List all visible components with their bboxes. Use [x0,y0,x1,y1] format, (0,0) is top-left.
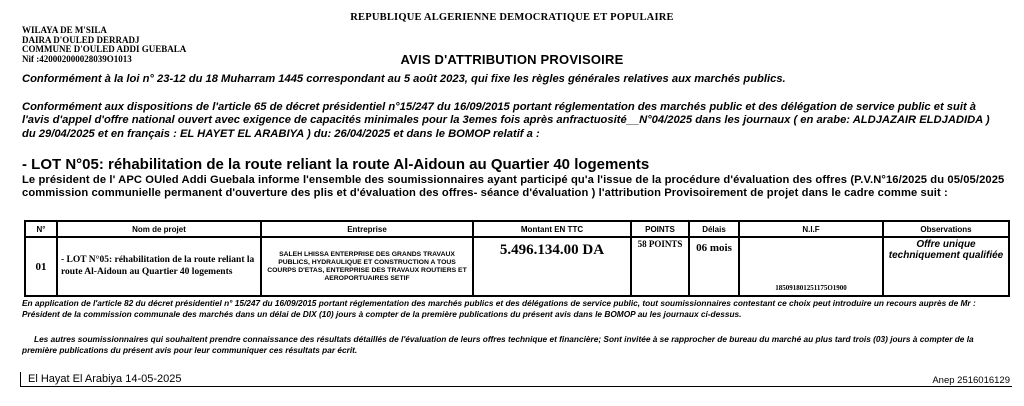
cell-delais: 06 mois [689,237,739,296]
republique-heading: REPUBLIQUE ALGERIENNE DEMOCRATIQUE ET POPULAIRE [350,12,674,23]
cell-points: 58 POINTS [631,237,689,296]
paragraph-recours: En application de l'article 82 du décret présidentiel n° 15/247 du 16/09/2015 portant réglementation des marchés publics et des délégations de service public, tout soumissionnaires contestant ce choix peut introduire un recours auprès de Mr : Président de la commission communale des marchés dans un délai de DIX (10) jours à compter de la première publications du présent avis dans le BOMOP au les journaux ci-dessus. [22,298,976,319]
avis-title: AVIS D'ATTRIBUTION PROVISOIRE [400,52,624,67]
header-nif: N.I.F [739,221,883,237]
header-delais: Délais [689,221,739,237]
header-projet: Nom de projet [57,221,261,237]
footer-anep: Anep 2516016129 [932,375,1010,386]
wilaya-line: WILAYA DE M'SILA [22,25,107,35]
table-row [25,237,1009,296]
header-no: N° [25,221,57,237]
header-observations: Observations [883,221,1009,237]
header-entreprise: Entreprise [261,221,473,237]
cell-montant: 5.496.134.00 DA [473,237,631,296]
cell-entreprise: SALEH LHISSA ENTERPRISE DES GRANDS TRAVAUX PUBLICS, HYDRAULIQUE ET CONSTRUCTION A TOUS COURPS D'ETAS, ENTERPRISE DES TRAVAUX ROUTIERS ET AEROPORTUAIRES SETIF [261,237,473,296]
paragraph-autres: Les autres soumissionnaires qui souhaitent prendre connaissance des résultats détaillés de l'évaluation de leurs offres technique et financière; Sont invitée à se rapprocher de bureau du marché au plus tard trois (03) jours à compter de la première publications du présent avis pour leur communiquer ces résultats par écrit. [22,334,974,355]
cell-projet: - LOT N°05: réhabilitation de la route reliant la route Al-Aidoun au Quartier 40 logements [57,237,261,296]
paragraph-decret: Conformément aux dispositions de l'article 65 de décret présidentiel n°15/247 du 16/09/2015 portant réglementation des marchés public et des délégation de service public et suit à l'avis d'appel d'offre national ouvert avec exigence de capacités minimales pour la 3emes fois après anfractuosité__N°04/2025 dans les journaux ( en arabe: ALDJAZAIR ELDJADIDA ) du 29/04/2025 et en français : EL HAYET EL ARABIYA ) du: 26/04/2025 et dans le BOMOP relatif a : [22,101,990,140]
cell-observations: Offre unique techniquement qualifiée [883,237,1009,296]
frame-divider-bottom [20,386,1012,387]
cell-nif: 185091801251175O1900 [739,237,883,296]
header-montant: Montant EN TTC [473,221,631,237]
paragraph-president: Le président de l' APC OUled Addi Guebala informe l'ensemble des soumissionnaires ayant participé qu'a l'issue de la procédure d'évaluation des offres (P.V.N°16/2025 du 05/05/2025 commission communielle permanent d'ouverture des plis et d'évaluation des offres- séance d'évaluation ) l'attribution Provisoirement de projet dans le cadre comme suit : [22,174,1005,200]
daira-line: DAIRA D'OULED DERRADJ [22,34,140,45]
attribution-table [24,220,1010,297]
lot-heading: - LOT N°05: réhabilitation de la route reliant la route Al-Aidoun au Quartier 40 logements [22,156,650,173]
header-points: POINTS [631,221,689,237]
cell-no: 01 [25,237,57,296]
paragraph-loi: Conformément à la loi n° 23-12 du 18 Muharram 1445 correspondant au 5 août 2023, qui fixe les règles générales relatives aux marchés publics. [22,73,786,85]
frame-divider-left [20,372,21,386]
nif-line: Nif :420002000028039O1013 [22,53,132,64]
commune-line: COMMUNE D'OULED ADDI GUEBALA [22,44,187,54]
table-header-row [25,221,1009,237]
footer-publication: El Hayat El Arabiya 14-05-2025 [28,373,182,385]
